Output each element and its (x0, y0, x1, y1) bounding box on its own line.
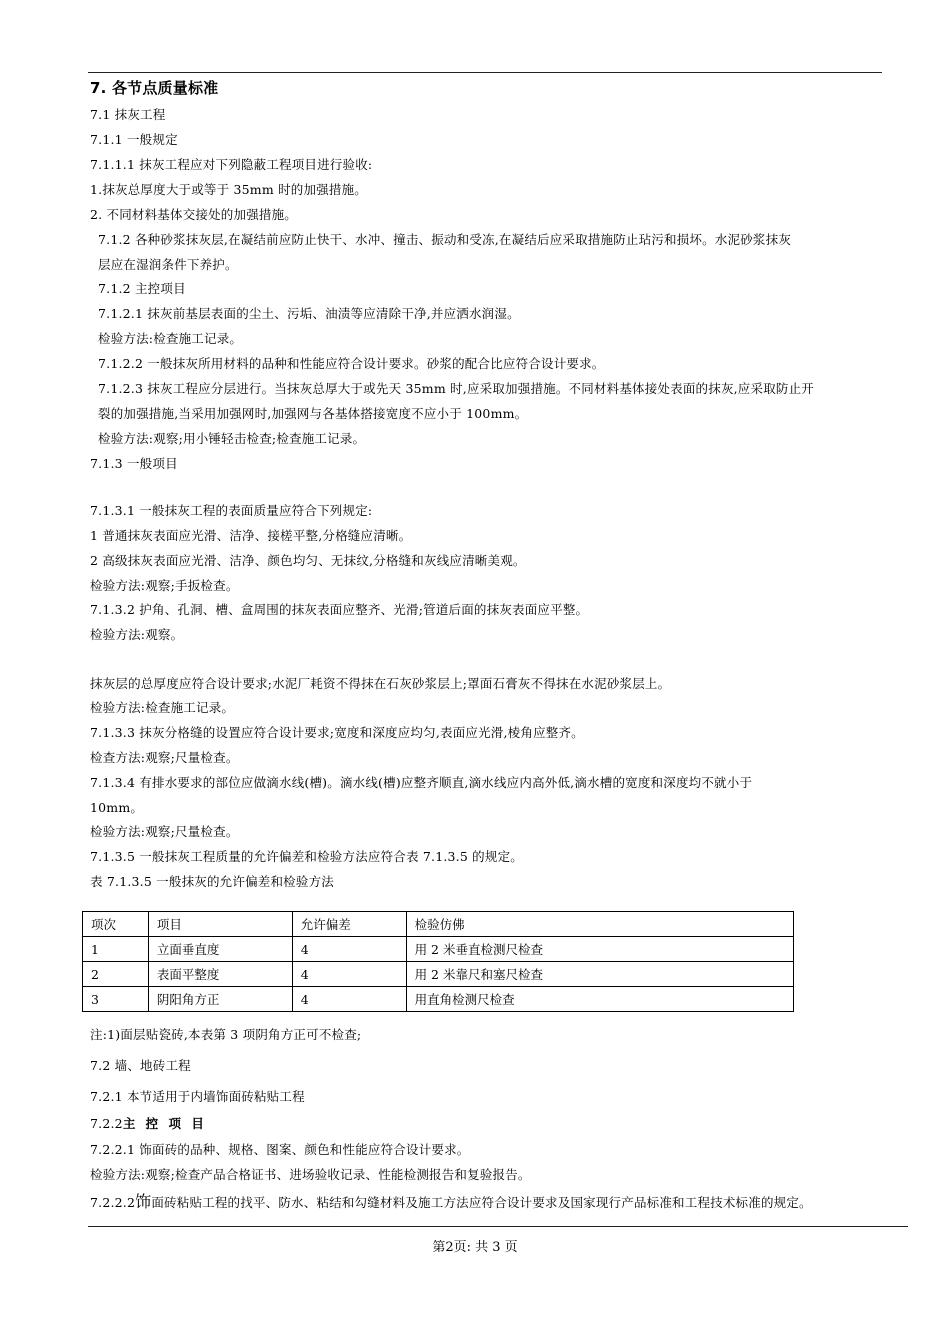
text-line: 检验方法:观察;检查产品合格证书、进场验收记录、性能检测报告和复验报告。 (90, 1167, 531, 1182)
text-line: 7.1.2.2 一般抹灰所用材料的品种和性能应符合设计要求。砂浆的配合比应符合设计要求。 (98, 356, 605, 371)
text-line: 层应在湿润条件下养护。 (98, 257, 238, 272)
table-row (83, 937, 794, 962)
clause-text: 面砖粘贴工程的找平、防水、粘结和勾缝材料及施工方法应符合设计要求及国家现行产品标准和工程技术标准的规定。 (151, 1195, 812, 1210)
table-header-cell: 检验仿佛 (406, 912, 793, 937)
header-rule (88, 72, 882, 73)
text-line: 7.2.2.1 饰面砖的品种、规格、图案、颜色和性能应符合设计要求。 (90, 1142, 470, 1157)
table-cell: 4 (292, 987, 406, 1012)
table-cell: 2 (83, 962, 149, 987)
table-header-cell: 项次 (83, 912, 149, 937)
section-title: 7. 各节点质量标准 (90, 79, 219, 97)
clause-number: 7.2.2.2 (90, 1195, 136, 1210)
table-cell: 1 (83, 937, 149, 962)
text-line: 检验方法:观察。 (90, 627, 184, 642)
text-line: 检验方法:观察;用小锤轻击检查;检查施工记录。 (98, 431, 366, 446)
subheading-number: 7.2.2 (90, 1116, 123, 1131)
footer-rule (88, 1226, 908, 1227)
text-line: 7.1 抹灰工程 (90, 107, 166, 122)
text-line: 7.1.3.1 一般抹灰工程的表面质量应符合下列规定: (90, 503, 373, 518)
text-line: 7.1.2.3 抹灰工程应分层进行。当抹灰总厚大于或先天 35mm 时,应采取加强措施。不同材料基体接处表面的抹灰,应采取防止开 (98, 381, 815, 396)
enlarged-char: 饰 (135, 1192, 152, 1211)
text-line: 7.1.3.3 抹灰分格缝的设置应符合设计要求;宽度和深度应均匀,表面应光滑,棱角应整齐。 (90, 725, 584, 740)
text-line: 7.2.1 本节适用于内墙饰面砖粘贴工程 (90, 1089, 305, 1104)
text-line: 2. 不同材料基体交接处的加强措施。 (90, 207, 298, 222)
text-line: 1 普通抹灰表面应光滑、洁净、接槎平整,分格缝应清晰。 (90, 528, 412, 543)
text-line: 检验方法:检查施工记录。 (98, 331, 243, 346)
text-line: 检验方法:检查施工记录。 (90, 700, 235, 715)
text-line: 7.1.3.4 有排水要求的部位应做滴水线(槽)。滴水线(槽)应整齐顺直,滴水线应内高外低,滴水槽的宽度和深度均不就小于 (90, 775, 753, 790)
table-cell: 表面平整度 (148, 962, 292, 987)
text-line: 7.1.1 一般规定 (90, 132, 178, 147)
page-number: 第2页: 共 3 页 (432, 1240, 518, 1255)
table-cell: 4 (292, 962, 406, 987)
table-header-cell: 允许偏差 (292, 912, 406, 937)
text-line: 7.1.2.1 抹灰前基层表面的尘土、污垢、油渍等应清除干净,并应洒水润湿。 (98, 306, 520, 321)
text-line: 7.1.3.5 一般抹灰工程质量的允许偏差和检验方法应符合表 7.1.3.5 的规定。 (90, 849, 523, 864)
text-line: 7.1.2 主控项目 (98, 281, 186, 296)
text-line: 2 高级抹灰表面应光滑、洁净、颜色均匀、无抹纹,分格缝和灰线应清晰美观。 (90, 553, 526, 568)
text-line: 7.1.1.1 抹灰工程应对下列隐蔽工程项目进行验收: (90, 157, 373, 172)
table-note: 注:1)面层贴瓷砖,本表第 3 项阴角方正可不检查; (90, 1027, 362, 1042)
table-row (83, 962, 794, 987)
table-cell: 阴阳角方正 (148, 987, 292, 1012)
subheading (90, 1115, 207, 1133)
text-line: 检验方法:观察;尺量检查。 (90, 824, 239, 839)
table-header-row (83, 912, 794, 937)
text-line: 抹灰层的总厚度应符合设计要求;水泥厂耗资不得抹在石灰砂浆层上;罩面石膏灰不得抹在水泥砂浆层上。 (90, 676, 671, 691)
tolerance-table (82, 911, 794, 1012)
text-line: 裂的加强措施,当采用加强网时,加强网与各基体搭接宽度不应小于 100mm。 (98, 406, 528, 421)
table-cell: 3 (83, 987, 149, 1012)
text-line: 7.1.3 一般项目 (90, 456, 178, 471)
table-cell: 用直角检测尺检查 (406, 987, 793, 1012)
table-cell: 用 2 米靠尺和塞尺检查 (406, 962, 793, 987)
text-line: 检验方法:观察;手扳检查。 (90, 578, 239, 593)
table-row (83, 987, 794, 1012)
text-line (90, 1193, 812, 1212)
table-cell: 立面垂直度 (148, 937, 292, 962)
text-line: 7.1.2 各种砂浆抹灰层,在凝结前应防止快干、水冲、撞击、振动和受冻,在凝结后应采取措施防止玷污和损坏。水泥砂浆抹灰 (98, 232, 792, 247)
text-line: 7.2 墙、地砖工程 (90, 1058, 191, 1073)
table-cell: 4 (292, 937, 406, 962)
text-line: 10mm。 (90, 800, 144, 815)
text-line: 检查方法:观察;尺量检查。 (90, 750, 239, 765)
table-header-cell: 项目 (148, 912, 292, 937)
subheading-title: 主 控 项 目 (122, 1116, 207, 1131)
table-cell: 用 2 米垂直检测尺检查 (406, 937, 793, 962)
text-line: 1.抹灰总厚度大于或等于 35mm 时的加强措施。 (90, 182, 367, 197)
text-line: 7.1.3.2 护角、孔洞、槽、盒周围的抹灰表面应整齐、光滑;管道后面的抹灰表面应平整。 (90, 602, 589, 617)
table-caption: 表 7.1.3.5 一般抹灰的允许偏差和检验方法 (90, 874, 334, 889)
